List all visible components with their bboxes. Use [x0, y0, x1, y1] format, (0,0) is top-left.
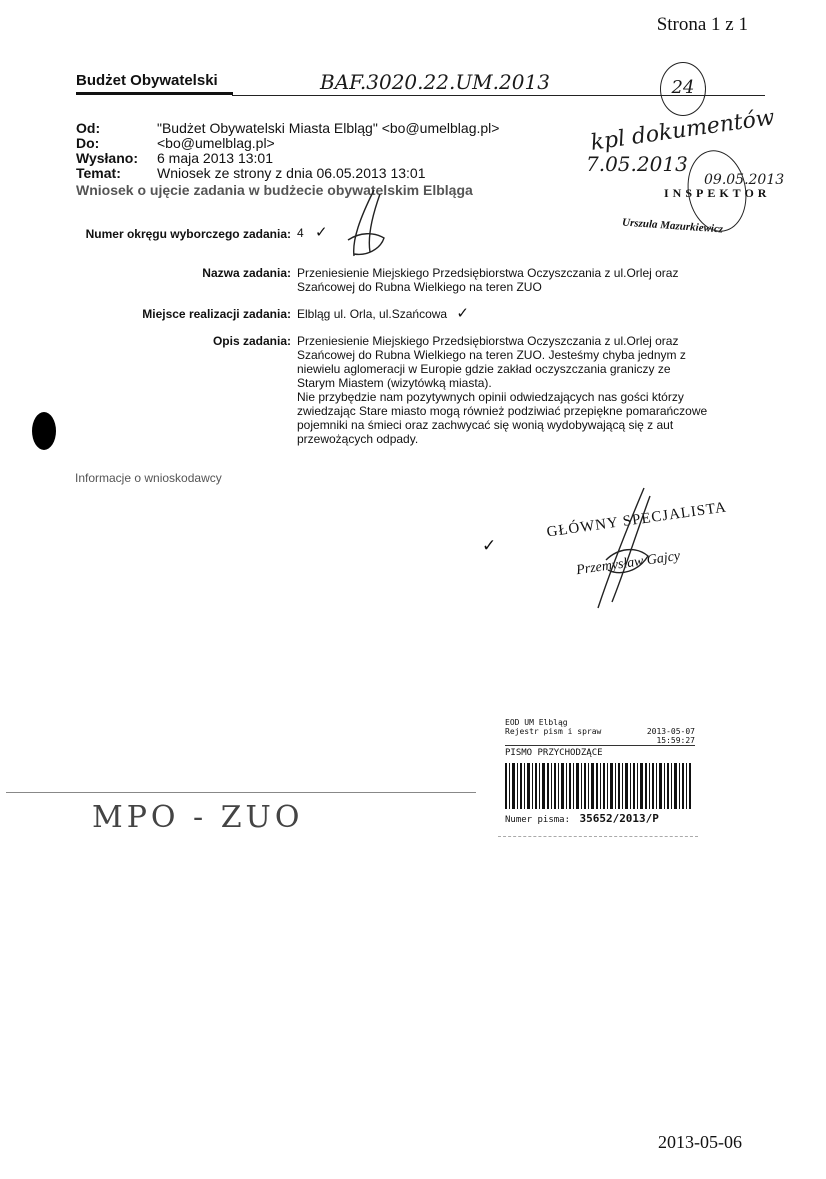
circled-number: 24 [671, 77, 695, 98]
district-value: 4 [297, 226, 304, 240]
location-label: Miejsce realizacji zadania: [142, 307, 291, 321]
sent-value: 6 maja 2013 13:01 [157, 150, 273, 166]
page-counter: Strona 1 z 1 [656, 14, 748, 35]
location-value-row [297, 307, 717, 321]
header-underline [76, 92, 233, 95]
task-name-label: Nazwa zadania: [202, 266, 291, 280]
header-title: Budżet Obywatelski [76, 72, 218, 89]
registration-number-label: Numer pisma: [505, 815, 571, 825]
circled-number-ring [660, 62, 706, 116]
form-title: Wniosek o ujęcie zadania w budżecie obywatelskim Elbląga [76, 182, 473, 198]
registration-row [505, 727, 695, 736]
signature-scribble-2 [588, 486, 658, 612]
inspector-name-stamp: Urszula Mazurkiewicz [621, 216, 724, 236]
registration-number-row [505, 812, 659, 825]
description-label: Opis zadania: [212, 334, 291, 348]
footer-date: 2013-05-06 [658, 1132, 742, 1152]
dashed-rule [498, 836, 698, 837]
case-number-handwritten: BAF.3020.22.UM.2013 [320, 70, 550, 94]
sent-label: Wysłano: [76, 150, 138, 166]
check-icon: ✓ [482, 536, 497, 555]
signature-scribble-1 [340, 188, 390, 260]
horizontal-rule [6, 792, 476, 793]
location-value: Elbląg ul. Orla, ul.Szańcowa [297, 307, 448, 321]
specialist-stamp: GŁÓWNY SPECJALISTA [545, 499, 728, 541]
applicant-heading: Informacje o wnioskodawcy [75, 471, 222, 485]
registration-stamp [505, 718, 695, 758]
subject-label: Temat: [76, 165, 121, 181]
date-note-handwritten: 7.05.2013 [586, 152, 688, 176]
registration-number: 35652/2013/P [579, 812, 659, 825]
date-note-2-handwritten: 09.05.2013 [704, 172, 785, 188]
barcode [505, 763, 691, 809]
check-icon: ✓ [315, 224, 328, 241]
subject-value: Wniosek ze strony z dnia 06.05.2013 13:01 [157, 165, 426, 181]
task-name-value: Przeniesienie Miejskiego Przedsiębiorstwa Oczyszczania z ul.Orlej oraz Szańcowej do Rubna Wielkiego na teren ZUO [297, 266, 679, 294]
check-icon: ✓ [456, 305, 469, 322]
registration-office: EOD UM Elbląg [505, 718, 568, 727]
bottom-note-handwritten: MPO - ZUO [92, 800, 304, 835]
from-label: Od: [76, 120, 101, 136]
registration-type: PISMO PRZYCHODZĄCE [505, 748, 603, 758]
from-value: "Budżet Obywatelski Miasta Elbląg" <bo@umelblag.pl> [157, 120, 500, 136]
scan-blot [32, 412, 56, 450]
registration-date: 2013-05-07 [646, 727, 695, 736]
description-value: Przeniesienie Miejskiego Przedsiębiorstwa Oczyszczania z ul.Orlej oraz Szańcowej do Rubna Wielkiego na teren ZUO. Jesteśmy chyba jednym z niewielu aglomeracji w Europie gdzie zakład oczyszczania graniczy ze Starym Miastem (wizytówką miasta). Nie przybędzie nam pozytywnych opinii odwiedzających nas gości którzy zwiedzając Stare miasto mogą również podziwiać przepiękne pomarańczowe pojemniki na śmieci oraz zachwycać się wonią wydobywającą się z aut przewożących odpady. [297, 334, 708, 446]
specialist-name-stamp: Przemysław Gajcy [575, 548, 682, 579]
to-label: Do: [76, 135, 100, 151]
docs-note-handwritten: kpl dokumentów [589, 105, 777, 156]
registration-time: 15:59:27 [505, 736, 695, 746]
to-value: <bo@umelblag.pl> [157, 135, 275, 151]
registration-register: Rejestr pism i spraw [505, 727, 602, 736]
district-label: Numer okręgu wyborczego zadania: [85, 227, 291, 241]
inspector-stamp: INSPEKTOR [664, 186, 771, 200]
